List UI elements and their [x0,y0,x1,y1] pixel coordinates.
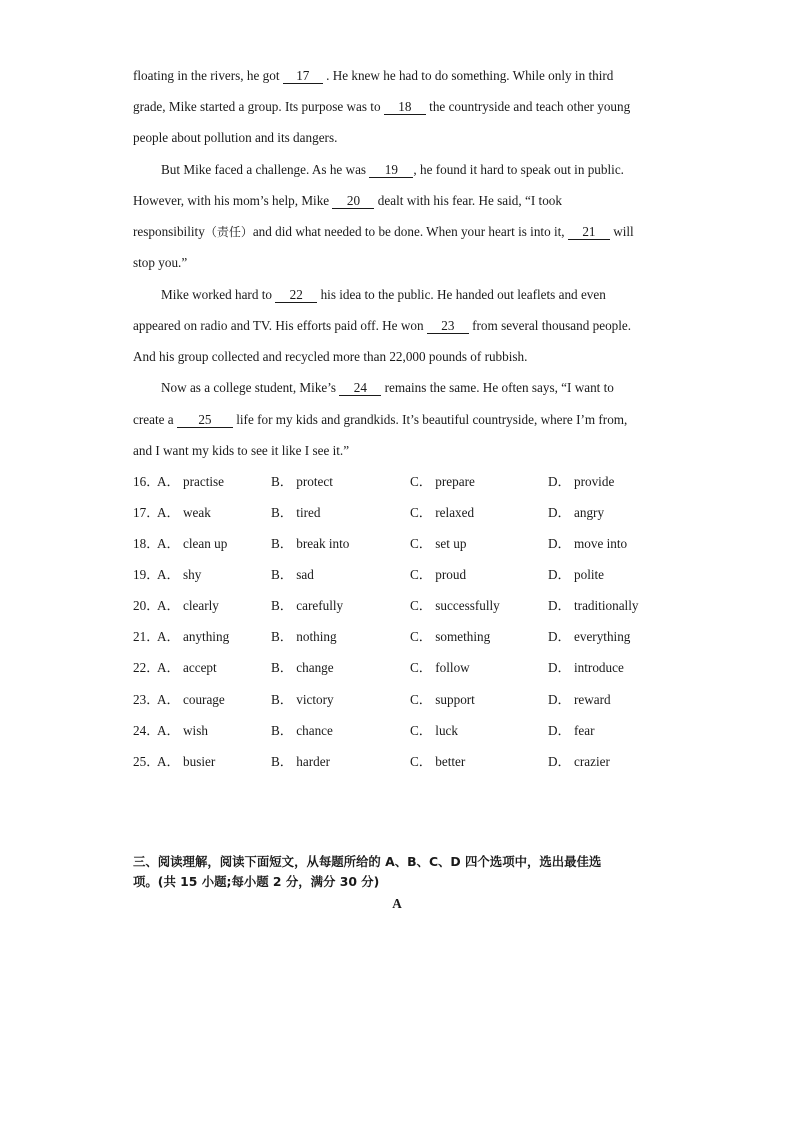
option-d: D． traditionally [548,598,639,613]
option-c: C． set up [410,536,467,551]
option-a: A． clean up [157,536,228,551]
option-b: B． chance [271,723,333,738]
option-d: D． everything [548,629,631,644]
question-23 [133,692,693,708]
option-c: C． follow [410,660,470,675]
passage-line: Mike worked hard to 22 his idea to the public. He handed out leaflets and even [161,287,606,302]
option-c: C． proud [410,567,467,582]
option-a: A． anything [157,629,230,644]
question-number: 18． [133,536,160,551]
passage-line: But Mike faced a challenge. As he was 19 , he found it hard to speak out in public. [161,162,624,177]
option-b: B． change [271,660,334,675]
option-c: C． something [410,629,491,644]
blank-23: 23 [427,319,469,334]
option-d: D． fear [548,723,595,738]
passage-line: appeared on radio and TV. His efforts paid off. He won 23 from several thousand people. [133,318,632,333]
passage-line: create a 25 life for my kids and grandkids. It’s beautiful countryside, where I’m from, [133,412,628,427]
option-b: B． protect [271,474,333,489]
section-heading-line-2: 项。(共 15 小题;每小题 2 分，满分 30 分) [133,874,380,889]
part-label: A [392,896,402,911]
option-c: C． relaxed [410,505,475,520]
passage-line: stop you.” [133,255,188,270]
question-number: 24． [133,723,160,738]
option-b: B． sad [271,567,314,582]
blank-21: 21 [568,225,610,240]
question-19 [133,567,693,583]
option-c: C． prepare [410,474,475,489]
blank-24: 24 [339,381,381,396]
blank-17: 17 [283,69,323,84]
question-number: 20． [133,598,160,613]
option-d: D． crazier [548,754,610,769]
option-a: A． weak [157,505,211,520]
option-d: D． reward [548,692,611,707]
passage-line: floating in the rivers, he got 17 . He knew he had to do something. While only in third [133,68,614,83]
question-21 [133,629,693,645]
question-25 [133,754,693,770]
option-a: A． accept [157,660,217,675]
option-c: C． better [410,754,466,769]
option-b: B． break into [271,536,350,551]
option-a: A． practise [157,474,225,489]
blank-20: 20 [332,194,374,209]
question-number: 23． [133,692,160,707]
passage-line: and I want my kids to see it like I see it.” [133,443,350,458]
question-24 [133,723,693,739]
option-a: A． clearly [157,598,219,613]
question-20 [133,598,693,614]
question-number: 16． [133,474,160,489]
option-b: B． harder [271,754,330,769]
option-a: A． busier [157,754,216,769]
passage-line: responsibility（责任）and did what needed to be done. When your heart is into it, 21 will [133,224,634,239]
passage-line: Now as a college student, Mike’s 24 remains the same. He often says, “I want to [161,380,614,395]
question-18 [133,536,693,552]
option-d: D． polite [548,567,605,582]
blank-25: 25 [177,413,233,428]
question-number: 21． [133,629,160,644]
question-number: 17． [133,505,160,520]
passage-line: grade, Mike started a group. Its purpose was to 18 the countryside and teach other young [133,99,631,114]
option-c: C． support [410,692,475,707]
option-a: A． courage [157,692,225,707]
question-number: 19． [133,567,160,582]
option-d: D． introduce [548,660,624,675]
blank-18: 18 [384,100,426,115]
passage-line: people about pollution and its dangers. [133,130,338,145]
passage-line: And his group collected and recycled more than 22,000 pounds of rubbish. [133,349,528,364]
question-16 [133,474,693,490]
blank-22: 22 [275,288,317,303]
option-d: D． move into [548,536,628,551]
option-b: B． carefully [271,598,344,613]
option-a: A． wish [157,723,208,738]
option-c: C． luck [410,723,458,738]
option-b: B． tired [271,505,321,520]
question-number: 22． [133,660,160,675]
section-heading-line-1: 三、阅读理解，阅读下面短文，从每题所给的 A、B、C、D 四个选项中，选出最佳选 [133,854,602,869]
question-number: 25． [133,754,160,769]
option-c: C． successfully [410,598,500,613]
option-b: B． nothing [271,629,337,644]
option-a: A． shy [157,567,202,582]
question-17 [133,505,693,521]
blank-19: 19 [369,163,413,178]
option-d: D． angry [548,505,605,520]
question-22 [133,660,693,676]
passage-line: However, with his mom’s help, Mike 20 dealt with his fear. He said, “I took [133,193,562,208]
option-d: D． provide [548,474,615,489]
option-b: B． victory [271,692,334,707]
